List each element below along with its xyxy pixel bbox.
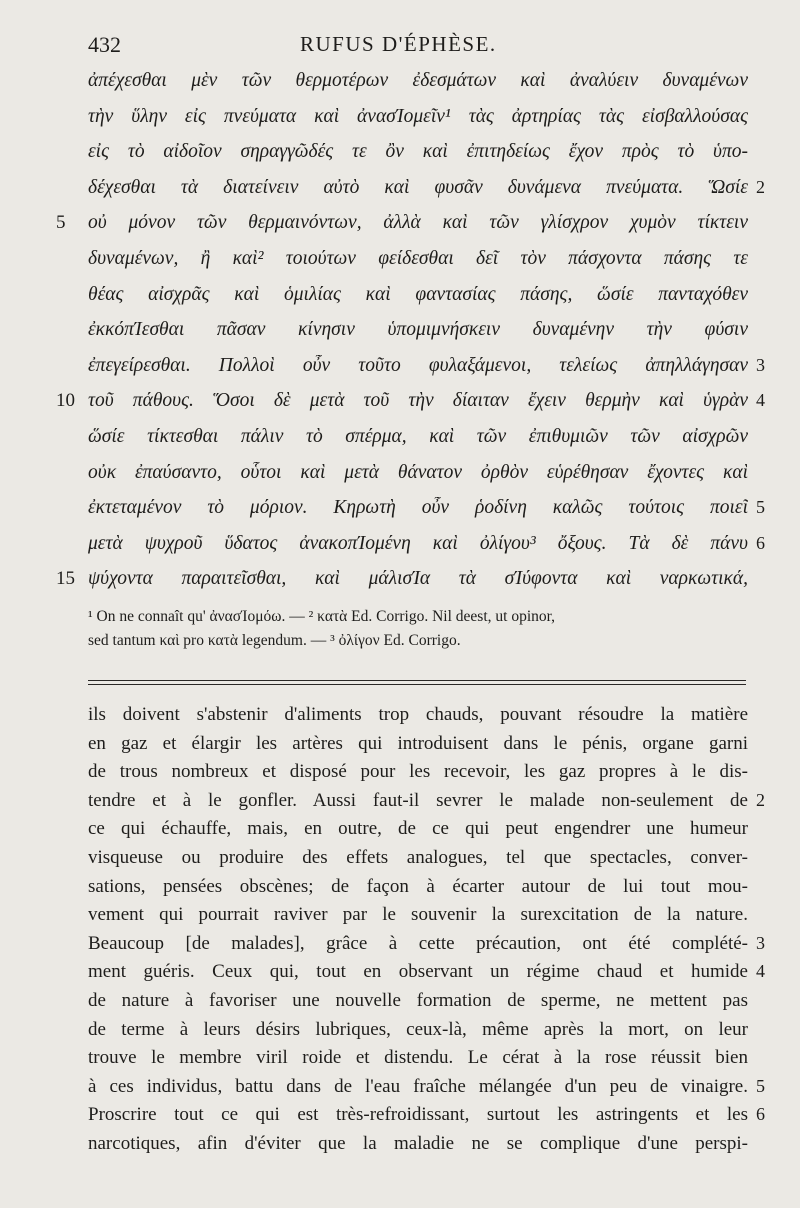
french-line bbox=[0, 904, 800, 933]
french-line-text: ment guéris. Ceux qui, tout en observant un régime chaud et humide bbox=[88, 961, 748, 983]
section-number: 4 bbox=[756, 961, 765, 982]
greek-line-text: τοῦ πάθους. Ὅσοι δὲ μετὰ τοῦ τὴν δίαιταν ἔχειν θερμὴν καὶ ὑγρὰν bbox=[88, 390, 748, 412]
section-number: 3 bbox=[756, 932, 765, 953]
footnote-line: sed tantum καὶ pro κατὰ legendum. — ³ ὀλίγον Ed. Corrigo. bbox=[88, 632, 461, 649]
french-line bbox=[0, 761, 800, 790]
section-number: 6 bbox=[756, 1104, 765, 1125]
greek-line-text: ὥσίε τίκτεσθαι πάλιν τὸ σπέρμα, καὶ τῶν ἐπιθυμιῶν τῶν αἰσχρῶν bbox=[88, 426, 748, 447]
french-line bbox=[0, 990, 800, 1019]
section-number: 5 bbox=[756, 497, 765, 518]
greek-line bbox=[0, 390, 800, 424]
line-number: 15 bbox=[56, 568, 75, 590]
greek-line-text: μετὰ ψυχροῦ ὕδατος ἀνακοπΊομένη καὶ ὀλίγου³ ὄξους. Τὰ δὲ πάνυ bbox=[88, 532, 748, 554]
french-line-text: visqueuse ou produire des effets analogues, tel que spectacles, conver- bbox=[88, 847, 748, 868]
greek-line-text: δέχεσθαι τὰ διατείνειν αὐτὸ καὶ φυσᾶν δυνάμενα πνεύματα. Ὥσίε bbox=[88, 176, 748, 198]
greek-line-text: οὐκ ἐπαύσαντο, οὗτοι καὶ μετὰ θάνατον ὀρθὸν εὑρέθησαν ἔχοντες καὶ bbox=[88, 461, 748, 483]
line-number: 5 bbox=[56, 212, 66, 234]
french-line-text: tendre et à le gonfler. Aussi faut-il sevrer le malade non-seulement de bbox=[88, 789, 748, 811]
french-line bbox=[0, 933, 800, 962]
french-line-text: sations, pensées obscènes; de façon à écarter autour de lui tout mou- bbox=[88, 875, 748, 897]
greek-line bbox=[0, 533, 800, 567]
section-number: 4 bbox=[756, 390, 765, 411]
french-line-text: vement qui pourrait raviver par le souvenir la surexcitation de la nature. bbox=[88, 904, 748, 926]
french-line bbox=[0, 1019, 800, 1048]
french-line bbox=[0, 961, 800, 990]
section-number: 3 bbox=[756, 354, 765, 375]
french-line bbox=[0, 733, 800, 762]
greek-line bbox=[0, 497, 800, 531]
greek-line bbox=[0, 426, 800, 460]
greek-line bbox=[0, 284, 800, 318]
french-line-text: trouve le membre viril roide et distendu. Le cérat à la rose réussit bien bbox=[88, 1047, 748, 1069]
greek-line-text: οὐ μόνον τῶν θερμαινόντων, ἀλλὰ καὶ τῶν γλίσχρον χυμὸν τίκτειν bbox=[88, 212, 748, 234]
greek-line bbox=[0, 248, 800, 282]
page-header bbox=[0, 32, 800, 62]
french-line-text: ce qui échauffe, mais, en outre, de ce qui peut engendrer une humeur bbox=[88, 818, 748, 840]
french-line-text: narcotiques, afin d'éviter que la maladie ne se complique d'une perspi- bbox=[88, 1133, 748, 1154]
french-line-text: Beaucoup [de malades], grâce à cette précaution, ont été complété- bbox=[88, 932, 748, 954]
french-line bbox=[0, 847, 800, 876]
french-line bbox=[0, 1047, 800, 1076]
greek-line-text: ἀπέχεσθαι μὲν τῶν θερμοτέρων ἐδεσμάτων καὶ ἀναλύειν δυναμένων bbox=[88, 70, 748, 91]
greek-line-text: ἐπεγείρεσθαι. Πολλοὶ οὖν τοῦτο φυλαξάμενοι, τελείως ἀπηλλάγησαν bbox=[88, 354, 748, 376]
french-line-text: ils doivent s'abstenir d'aliments trop chauds, pouvant résoudre la matière bbox=[88, 704, 748, 725]
french-line bbox=[0, 818, 800, 847]
section-number: 5 bbox=[756, 1075, 765, 1096]
greek-line bbox=[0, 568, 800, 602]
french-line-text: en gaz et élargir les artères qui introduisent dans le pénis, organe garni bbox=[88, 732, 748, 754]
greek-line-text: θέας αἰσχρᾶς καὶ ὁμιλίας καὶ φαντασίας πάσης, ὥσίε πανταχόθεν bbox=[88, 283, 748, 305]
separator-rule bbox=[88, 684, 746, 685]
separator-rule bbox=[88, 680, 746, 681]
footnote-line: ¹ On ne connaît qu' ἀνασΊομόω. — ² κατὰ Ed. Corrigo. Nil deest, ut opinor, bbox=[88, 608, 556, 625]
section-number: 6 bbox=[756, 532, 765, 553]
french-line bbox=[0, 1076, 800, 1105]
greek-line bbox=[0, 355, 800, 389]
line-number: 10 bbox=[56, 390, 75, 412]
greek-line-text: ἐκκόπΊεσθαι πᾶσαν κίνησιν ὑπομιμνήσκειν δυναμένην τὴν φύσιν bbox=[88, 319, 748, 341]
french-line-text: de terme à leurs désirs lubriques, ceux-là, même après la mort, on leur bbox=[88, 1018, 748, 1040]
french-line-text: de nature à favoriser une nouvelle formation de sperme, ne mettent pas bbox=[88, 990, 748, 1011]
greek-line bbox=[0, 70, 800, 104]
greek-line bbox=[0, 319, 800, 353]
french-line bbox=[0, 790, 800, 819]
greek-line bbox=[0, 462, 800, 496]
french-line bbox=[0, 876, 800, 905]
running-title: RUFUS D'ÉPHÈSE. bbox=[300, 32, 497, 56]
greek-line-text: ψύχοντα παραιτεῖσθαι, καὶ μάλισΊα τὰ σΊύφοντα καὶ ναρκωτικά, bbox=[88, 568, 748, 590]
greek-line bbox=[0, 141, 800, 175]
french-line-text: de trous nombreux et disposé pour les recevoir, les gaz propres à le dis- bbox=[88, 761, 748, 783]
greek-line bbox=[0, 106, 800, 140]
section-number: 2 bbox=[756, 176, 765, 197]
footnotes-block bbox=[88, 605, 748, 653]
french-line bbox=[0, 1104, 800, 1133]
page-number: 432 bbox=[88, 32, 121, 57]
greek-line bbox=[0, 212, 800, 246]
greek-line-text: εἰς τὸ αἰδοῖον σηραγγῶδές τε ὂν καὶ ἐπιτηδείως ἔχον πρὸς τὸ ὑπο- bbox=[88, 141, 748, 163]
french-line-text: à ces individus, battu dans de l'eau fraîche mélangée d'un peu de vinaigre. bbox=[88, 1075, 748, 1097]
greek-line-text: ἐκτεταμένον τὸ μόριον. Κηρωτὴ οὖν ῥοδίνη καλῶς τούτοις ποιεῖ bbox=[88, 497, 748, 519]
french-line-text: Proscrire tout ce qui est très-refroidissant, surtout les astringents et les bbox=[88, 1104, 748, 1126]
greek-line-text: τὴν ὕλην εἰς πνεύματα καὶ ἀνασΊομεῖν¹ τὰς ἀρτηρίας τὰς εἰσβαλλούσας bbox=[88, 105, 748, 127]
greek-line bbox=[0, 177, 800, 211]
french-line bbox=[0, 704, 800, 733]
section-number: 2 bbox=[756, 789, 765, 810]
french-line bbox=[0, 1133, 800, 1162]
greek-line-text: δυναμένων, ἢ καὶ² τοιούτων φείδεσθαι δεῖ τὸν πάσχοντα πάσης τε bbox=[88, 248, 748, 269]
